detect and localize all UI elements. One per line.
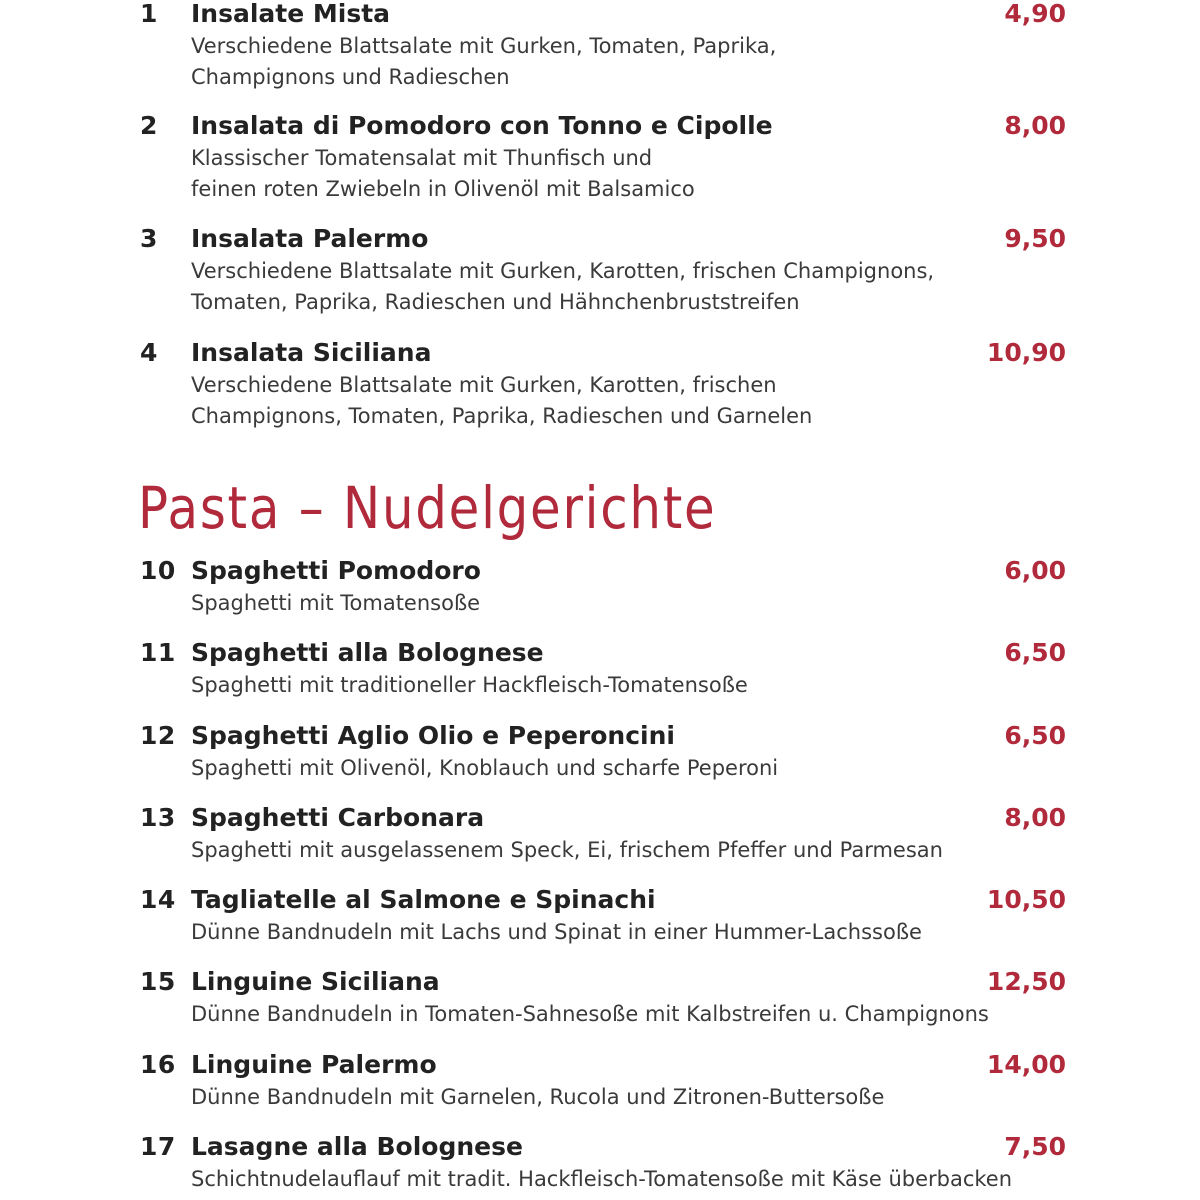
item-price: 6,00 [1004,556,1066,585]
item-description-line: Dünne Bandnudeln mit Lachs und Spinat in einer Hummer-Lachssoße [191,920,922,944]
item-name: Linguine Palermo [191,1050,437,1079]
menu-item-header [140,1050,1066,1082]
menu-item-header [140,967,1066,999]
item-name: Insalata Siciliana [191,338,432,367]
item-name: Spaghetti alla Bolognese [191,638,544,667]
menu-item [140,338,1066,431]
menu-item-header [140,556,1066,588]
item-description-line: Verschiedene Blattsalate mit Gurken, Karotten, frischen Champignons, [191,259,935,283]
item-description-line: Champignons und Radieschen [191,64,510,89]
item-number: 15 [140,967,176,996]
menu-item-header [140,0,1066,31]
item-price: 8,00 [1004,111,1066,140]
item-price: 8,00 [1004,803,1066,832]
item-number: 2 [140,111,158,140]
item-price: 14,00 [986,1050,1066,1079]
menu-item [140,721,1066,784]
menu-item [140,967,1066,1030]
menu-item [140,111,1066,204]
item-price: 10,90 [986,338,1066,367]
item-name: Insalata Palermo [191,224,429,253]
menu-item [140,638,1066,701]
item-description-line: Schichtnudelauflauf mit tradit. Hackfleisch-Tomatensoße mit Käse überbacken [191,1167,1013,1191]
item-number: 4 [140,338,158,367]
item-price: 10,50 [986,885,1066,914]
menu-item-header [140,338,1066,370]
item-price: 9,50 [1004,224,1066,253]
menu-item [140,0,1066,92]
item-number: 16 [140,1050,176,1079]
item-name: Tagliatelle al Salmone e Spinachi [191,885,656,914]
item-price: 6,50 [1004,721,1066,750]
item-description-line: Champignons, Tomaten, Paprika, Radieschen und Garnelen [191,403,813,428]
menu-item [140,803,1066,866]
item-description-line: Tomaten, Paprika, Radieschen und Hähnchenbruststreifen [191,289,800,314]
menu-item [140,224,1066,317]
menu-item [140,556,1066,619]
menu-item-header [140,638,1066,670]
item-description-line: feinen roten Zwiebeln in Olivenöl mit Balsamico [191,176,695,201]
item-description-line: Dünne Bandnudeln mit Garnelen, Rucola und Zitronen-Buttersoße [191,1085,885,1109]
item-number: 1 [140,0,158,28]
menu-item-header [140,803,1066,835]
item-price: 6,50 [1004,638,1066,667]
menu-item [140,1132,1066,1195]
menu-item [140,885,1066,948]
item-description-line: Dünne Bandnudeln in Tomaten-Sahnesoße mit Kalbstreifen u. Champignons [191,1002,989,1026]
menu-item-header [140,721,1066,753]
section-title-pasta: Pasta – Nudelgerichte [138,474,717,542]
item-name: Insalate Mista [191,0,391,28]
item-name: Spaghetti Aglio Olio e Peperoncini [191,721,675,750]
item-number: 13 [140,803,176,832]
menu-item-header [140,885,1066,917]
menu-item-header [140,1132,1066,1164]
item-description-line: Spaghetti mit ausgelassenem Speck, Ei, frischem Pfeffer und Parmesan [191,838,943,862]
menu-item [140,1050,1066,1113]
menu-item-header [140,111,1066,143]
item-number: 10 [140,556,176,585]
item-number: 3 [140,224,158,253]
item-description-line: Klassischer Tomatensalat mit Thunfisch und [191,146,653,170]
item-description-line: Spaghetti mit traditioneller Hackfleisch-Tomatensoße [191,673,748,697]
item-description-line: Verschiedene Blattsalate mit Gurken, Karotten, frischen [191,373,777,397]
item-description-line: Spaghetti mit Olivenöl, Knoblauch und scharfe Peperoni [191,756,779,780]
item-name: Spaghetti Pomodoro [191,556,481,585]
item-name: Linguine Siciliana [191,967,440,996]
item-price: 4,90 [1004,0,1066,28]
item-price: 7,50 [1004,1132,1066,1161]
item-description-line: Verschiedene Blattsalate mit Gurken, Tomaten, Paprika, [191,34,777,58]
item-number: 12 [140,721,176,750]
item-price: 12,50 [986,967,1066,996]
menu-item-header [140,224,1066,256]
item-description-line: Spaghetti mit Tomatensoße [191,591,481,615]
item-name: Lasagne alla Bolognese [191,1132,523,1161]
item-name: Insalata di Pomodoro con Tonno e Cipolle [191,111,773,140]
item-number: 11 [140,638,176,667]
item-number: 14 [140,885,176,914]
item-name: Spaghetti Carbonara [191,803,485,832]
item-number: 17 [140,1132,176,1161]
